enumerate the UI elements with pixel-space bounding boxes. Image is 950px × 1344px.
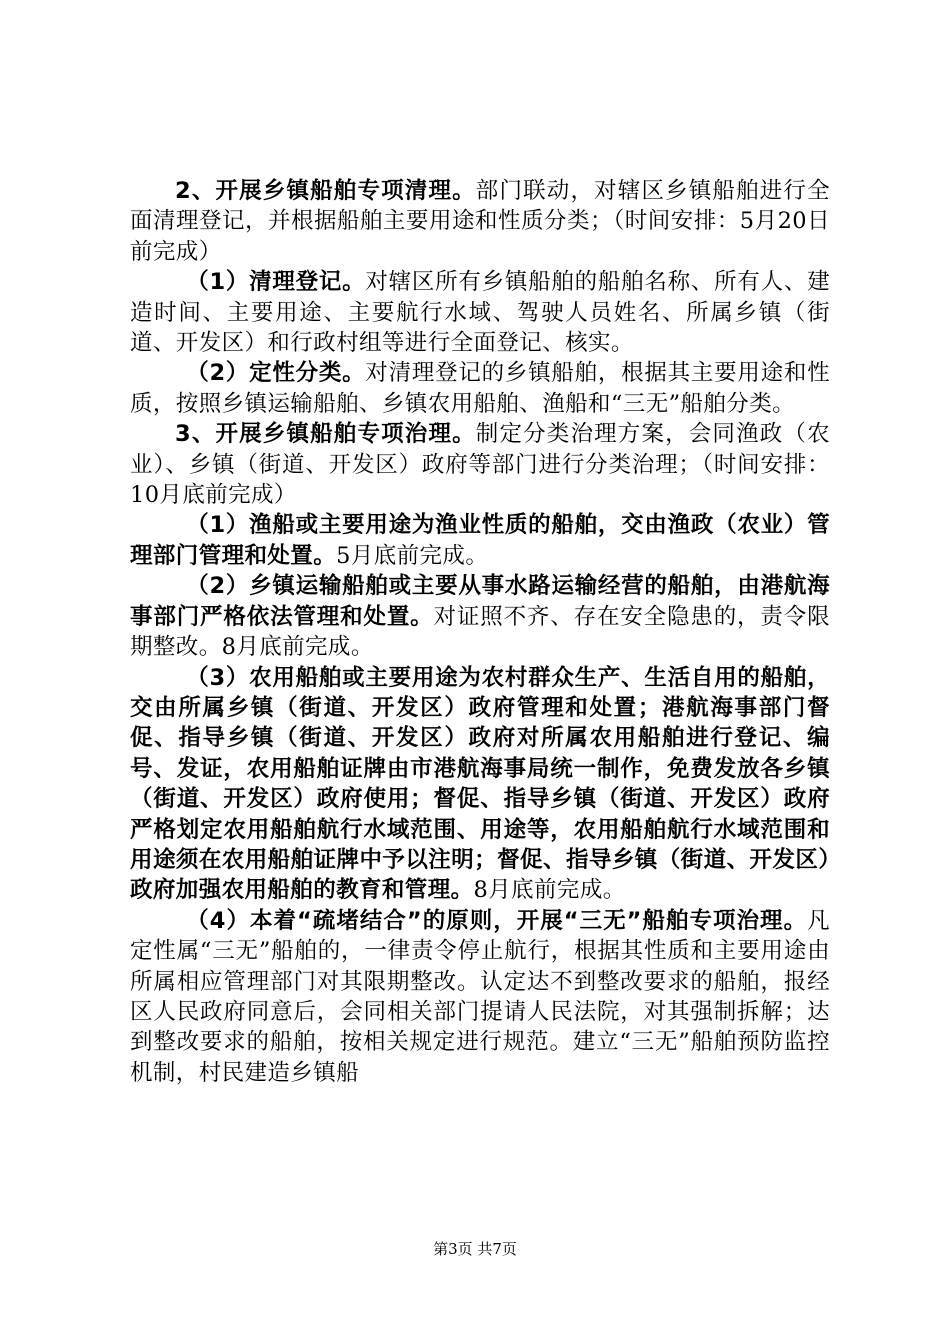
section-2-paragraph <box>130 176 830 267</box>
section-3-2-heading: （2）乡镇运输船舶或主要从事水路运输经营的船舶，由港航海事部门严格依法管理和处置。 <box>130 573 830 630</box>
section-2-2-paragraph <box>130 358 830 419</box>
section-3-3-text: 8月底前完成。 <box>473 877 626 904</box>
section-3-1-paragraph <box>130 510 830 571</box>
section-3-1-text: 5月底前完成。 <box>336 542 489 569</box>
section-3-text: 制定分类治理方案，会同渔政（农业）、乡镇（街道、开发区）政府等部门进行分类治理；（时间安排：10月底前完成） <box>130 421 830 509</box>
section-3-2-paragraph <box>130 571 830 662</box>
section-2-2-heading: （2）定性分类。 <box>186 360 366 387</box>
section-3-4-paragraph <box>130 906 830 1088</box>
section-2-2-text: 对清理登记的乡镇船舶，根据其主要用途和性质，按照乡镇运输船舶、乡镇农用船舶、渔船和“三无”船舶分类。 <box>130 360 830 417</box>
section-3-1-heading: （1）渔船或主要用途为渔业性质的船舶，交由渔政（农业）管理部门管理和处置。 <box>130 512 830 569</box>
section-3-2-text: 对证照不齐、存在安全隐患的，责令限期整改。8月底前完成。 <box>130 603 830 661</box>
page-footer: 第3页 共7页 <box>433 1240 517 1258</box>
section-3-4-heading: （4）本着“疏堵结合”的原则，开展“三无”船舶专项治理。 <box>186 907 808 934</box>
section-2-1-paragraph <box>130 267 830 358</box>
section-2-1-text: 对辖区所有乡镇船舶的船舶名称、所有人、建造时间、主要用途、主要航行水域、驾驶人员姓名、所属乡镇（街道、开发区）和行政村组等进行全面登记、核实。 <box>130 269 830 357</box>
section-3-4-text: 凡定性属“三无”船舶的，一律责令停止航行，根据其性质和主要用途由所属相应管理部门对其限期整改。认定达不到整改要求的船舶，报经区人民政府同意后，会同相关部门提请人民法院，对其强制拆解；达到整改要求的船舶，按相关规定进行规范。建立“三无”船舶预防监控机制，村民建造乡镇船 <box>130 907 830 1086</box>
section-3-paragraph <box>130 419 830 510</box>
section-2-heading: 2、开展乡镇船舶专项清理。 <box>175 178 476 204</box>
section-3-3-heading: （3）农用船舶或主要用途为农村群众生产、生活自用的船舶，交由所属乡镇（街道、开发区）政府管理和处置；港航海事部门督促、指导乡镇（街道、开发区）政府对所属农用船舶进行登记、编号、发证，农用船舶证牌由市港航海事局统一制作，免费发放各乡镇（街道、开发区）政府使用；督促、指导乡镇（街道、开发区）政府严格划定农用船舶航行水域范围、用途等，农用船舶航行水域范围和用途须在农用船舶证牌中予以注明；督促、指导乡镇（街道、开发区）政府加强农用船舶的教育和管理。 <box>130 664 830 904</box>
section-3-heading: 3、开展乡镇船舶专项治理。 <box>175 421 476 448</box>
document-body <box>130 176 830 1088</box>
section-2-1-heading: （1）清理登记。 <box>186 269 366 296</box>
section-3-3-paragraph <box>130 663 830 906</box>
section-2-text: 部门联动，对辖区乡镇船舶进行全面清理登记，并根据船舶主要用途和性质分类；（时间安排：5月20日前完成） <box>130 178 830 265</box>
